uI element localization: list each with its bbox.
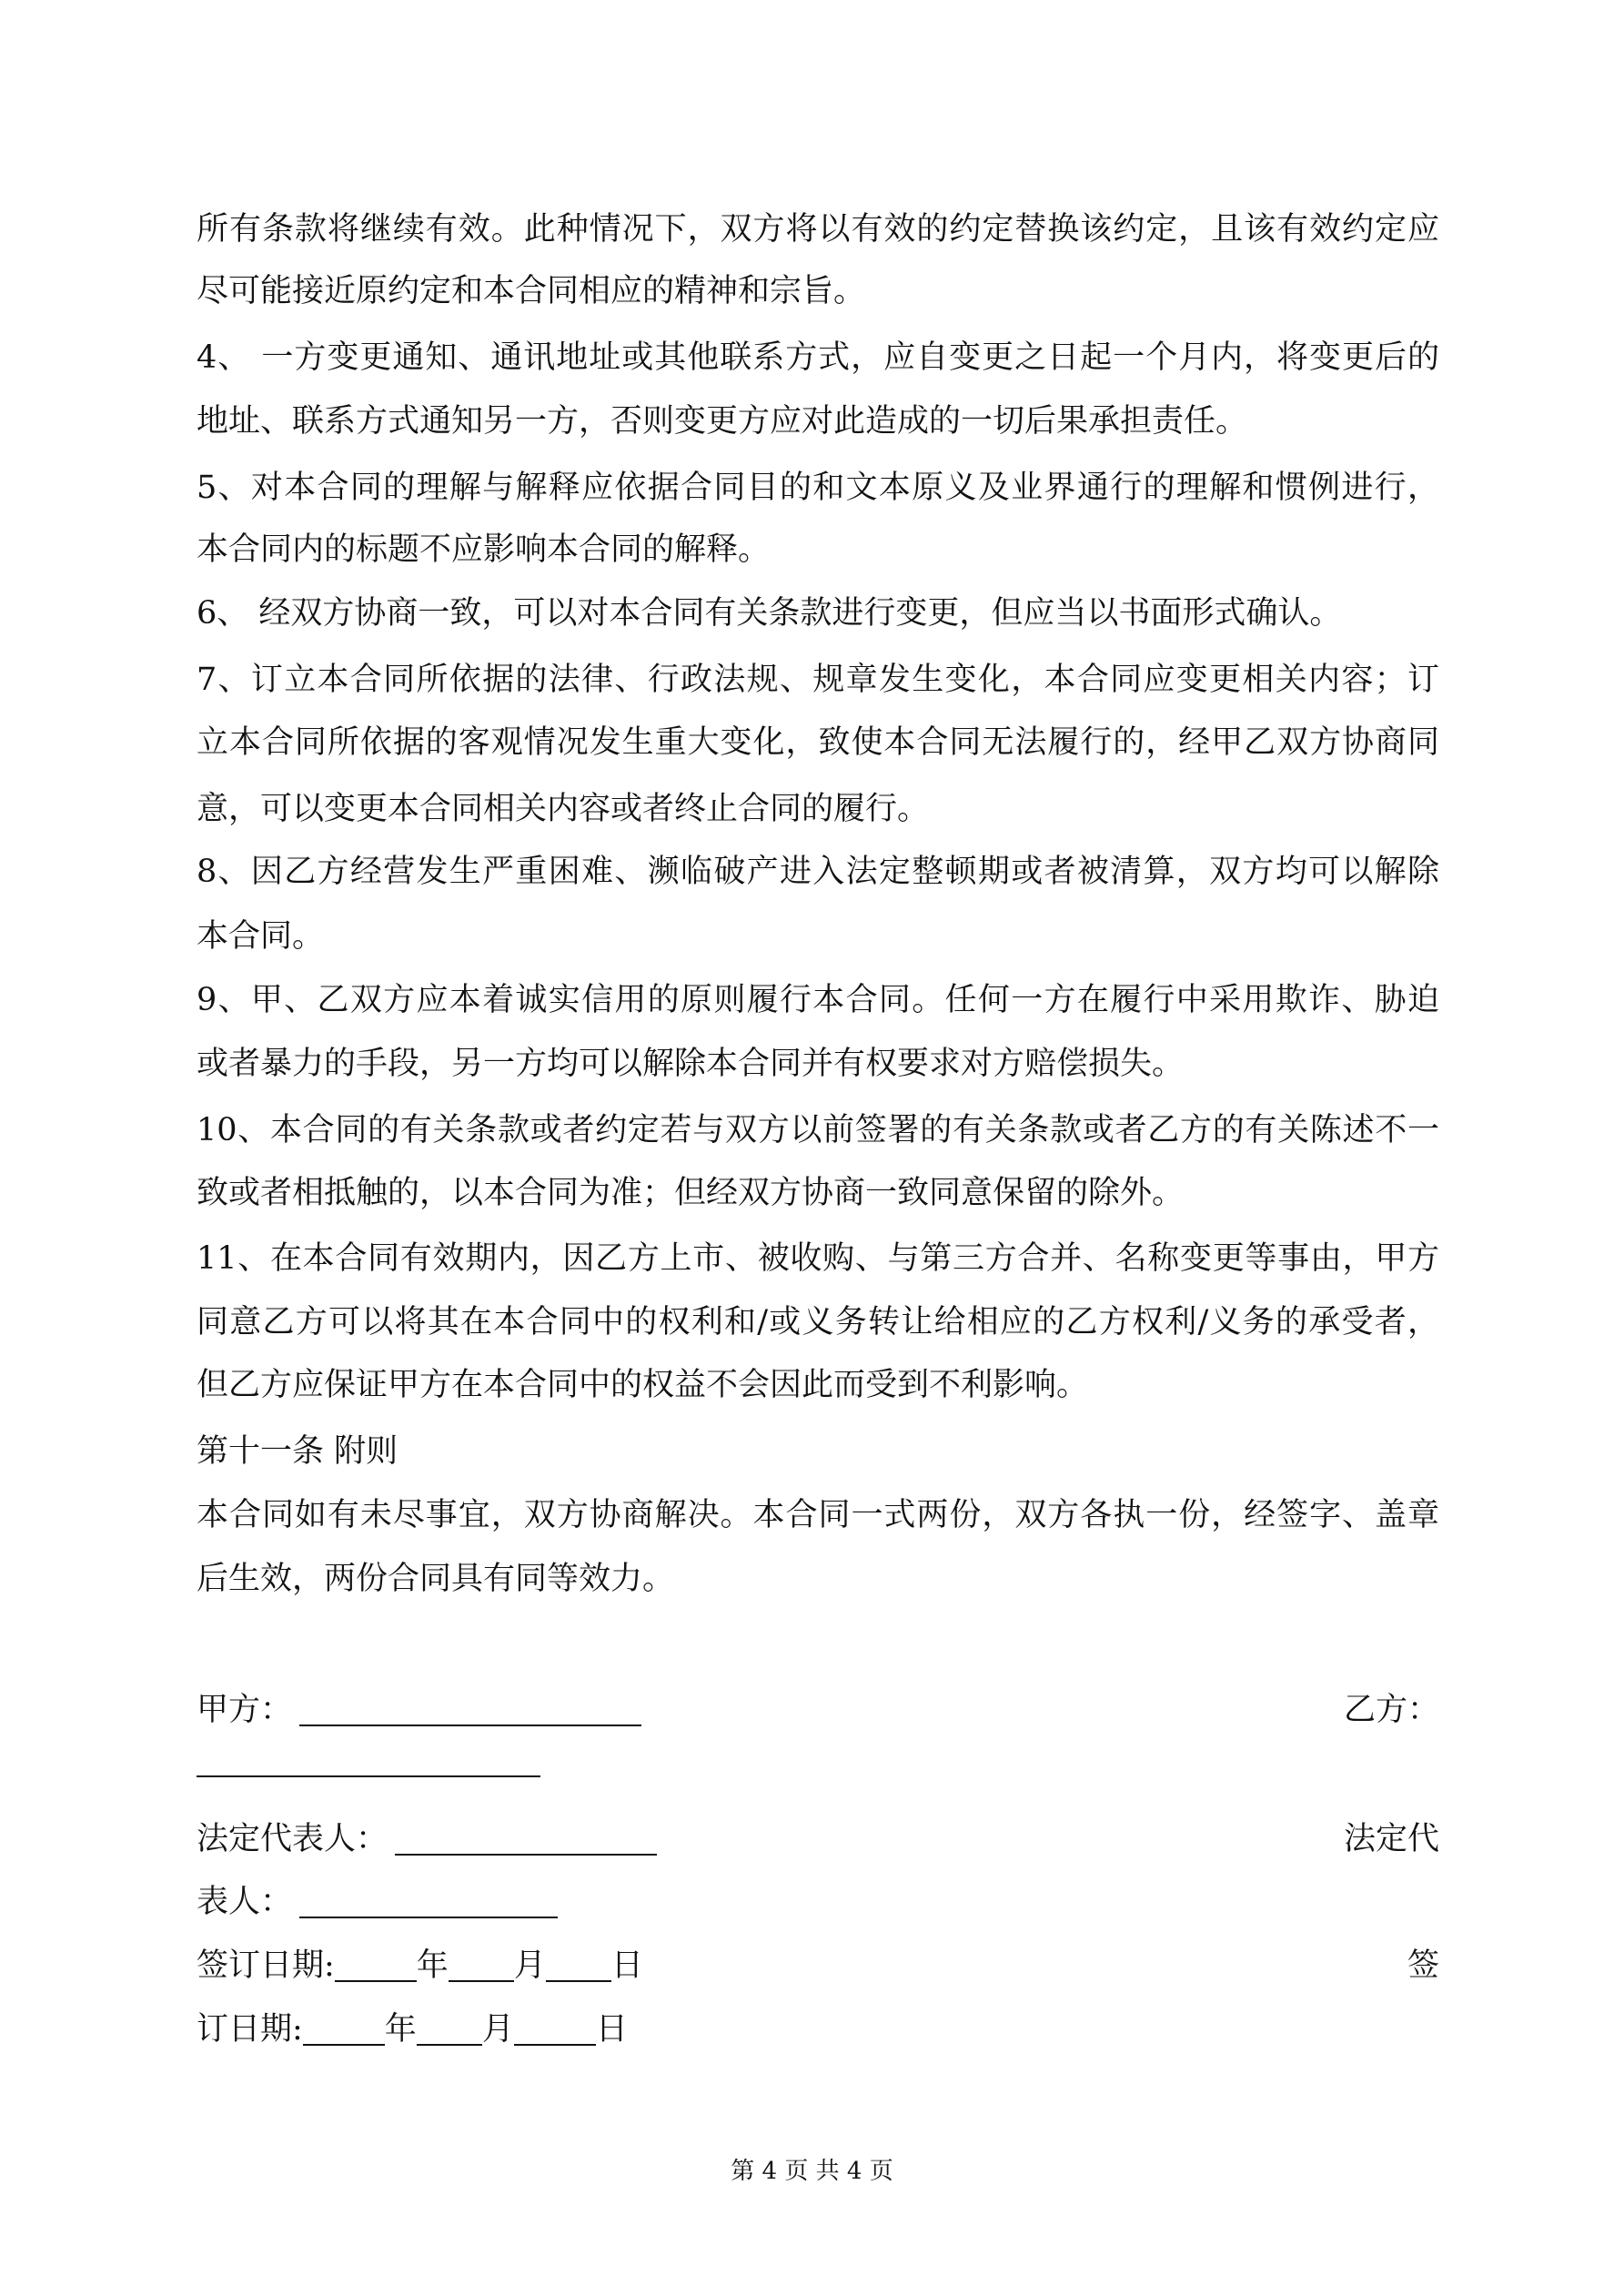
body-line: 8、因乙方经营发生严重困难、濒临破产进入法定整顿期或者被清算，双方均可以解除 xyxy=(197,854,1439,890)
year-blank[interactable] xyxy=(303,2008,385,2046)
month-blank[interactable] xyxy=(449,1944,514,1982)
year-label: 年 xyxy=(416,1947,449,1984)
sign-date-b-label-part2: 订日期: xyxy=(197,2011,303,2048)
day-label: 日 xyxy=(595,2011,628,2048)
body-line: 但乙方应保证甲方在本合同中的权益不会因此而受到不利影响。 xyxy=(197,1367,1089,1403)
body-line: 10、本合同的有关条款或者约定若与双方以前签署的有关条款或者乙方的有关陈述不一 xyxy=(197,1112,1439,1148)
sign-date-a-line xyxy=(197,1938,643,1993)
body-line: 7、订立本合同所依据的法律、行政法规、规章发生变化，本合同应变更相关内容；订 xyxy=(197,662,1439,698)
party-b-label: 乙方： xyxy=(1343,1692,1439,1728)
legal-rep-b-label-part2: 表人： xyxy=(197,1884,293,1920)
body-line: 立本合同所依据的客观情况发生重大变化，致使本合同无法履行的，经甲乙双方协商同 xyxy=(197,724,1439,761)
month-label: 月 xyxy=(513,1947,546,1984)
legal-rep-b-line xyxy=(197,1875,558,1929)
sign-date-b-line xyxy=(197,2002,628,2057)
month-label: 月 xyxy=(481,2011,514,2048)
body-line: 本合同如有未尽事宜，双方协商解决。本合同一式两份，双方各执一份，经签字、盖章 xyxy=(197,1497,1439,1533)
body-line: 4、 一方变更通知、通讯地址或其他联系方式，应自变更之日起一个月内，将变更后的 xyxy=(197,339,1439,376)
legal-rep-b-blank[interactable] xyxy=(299,1880,558,1918)
party-a-line xyxy=(197,1683,641,1737)
page-footer: 第 4 页 共 4 页 xyxy=(731,2158,893,2185)
body-line: 所有条款将继续有效。此种情况下，双方将以有效的约定替换该约定，且该有效约定应 xyxy=(197,211,1439,248)
year-label: 年 xyxy=(384,2011,417,2048)
legal-rep-a-label: 法定代表人： xyxy=(197,1821,388,1857)
party-a-blank[interactable] xyxy=(299,1688,641,1726)
day-label: 日 xyxy=(610,1947,643,1984)
body-line: 本合同内的标题不应影响本合同的解释。 xyxy=(197,531,771,568)
party-b-blank[interactable] xyxy=(197,1739,540,1777)
body-line: 6、 经双方协商一致，可以对本合同有关条款进行变更，但应当以书面形式确认。 xyxy=(197,595,1342,632)
body-line: 11、在本合同有效期内，因乙方上市、被收购、与第三方合并、名称变更等事由，甲方 xyxy=(197,1240,1439,1277)
section-heading: 第十一条 附则 xyxy=(197,1433,398,1470)
body-line: 5、对本合同的理解与解释应依据合同目的和文本原义及业界通行的理解和惯例进行， xyxy=(197,470,1439,506)
party-a-label: 甲方： xyxy=(197,1692,293,1728)
body-line: 本合同。 xyxy=(197,918,325,955)
legal-rep-a-line xyxy=(197,1812,657,1866)
body-line: 意，可以变更本合同相关内容或者终止合同的履行。 xyxy=(197,791,930,827)
legal-rep-b-label-part1: 法定代 xyxy=(1343,1821,1439,1857)
body-line: 致或者相抵触的，以本合同为准；但经双方协商一致同意保留的除外。 xyxy=(197,1175,1185,1211)
day-blank[interactable] xyxy=(546,1944,611,1982)
year-blank[interactable] xyxy=(335,1944,417,1982)
sign-date-a-label: 签订日期: xyxy=(197,1947,335,1984)
body-line: 尽可能接近原约定和本合同相应的精神和宗旨。 xyxy=(197,273,866,309)
month-blank[interactable] xyxy=(417,2008,482,2046)
sign-date-b-label-part1: 签 xyxy=(1407,1947,1439,1984)
body-line: 或者暴力的手段，另一方均可以解除本合同并有权要求对方赔偿损失。 xyxy=(197,1046,1185,1082)
body-line: 同意乙方可以将其在本合同中的权利和/或义务转让给相应的乙方权利/义务的承受者， xyxy=(197,1304,1439,1340)
day-blank[interactable] xyxy=(514,2008,596,2046)
body-line: 9、甲、乙双方应本着诚实信用的原则履行本合同。任何一方在履行中采用欺诈、胁迫 xyxy=(197,982,1439,1018)
body-line: 后生效，两份合同具有同等效力。 xyxy=(197,1561,675,1597)
legal-rep-a-blank[interactable] xyxy=(395,1817,657,1856)
body-line: 地址、联系方式通知另一方，否则变更方应对此造成的一切后果承担责任。 xyxy=(197,403,1248,440)
party-b-blank-line xyxy=(197,1734,540,1788)
